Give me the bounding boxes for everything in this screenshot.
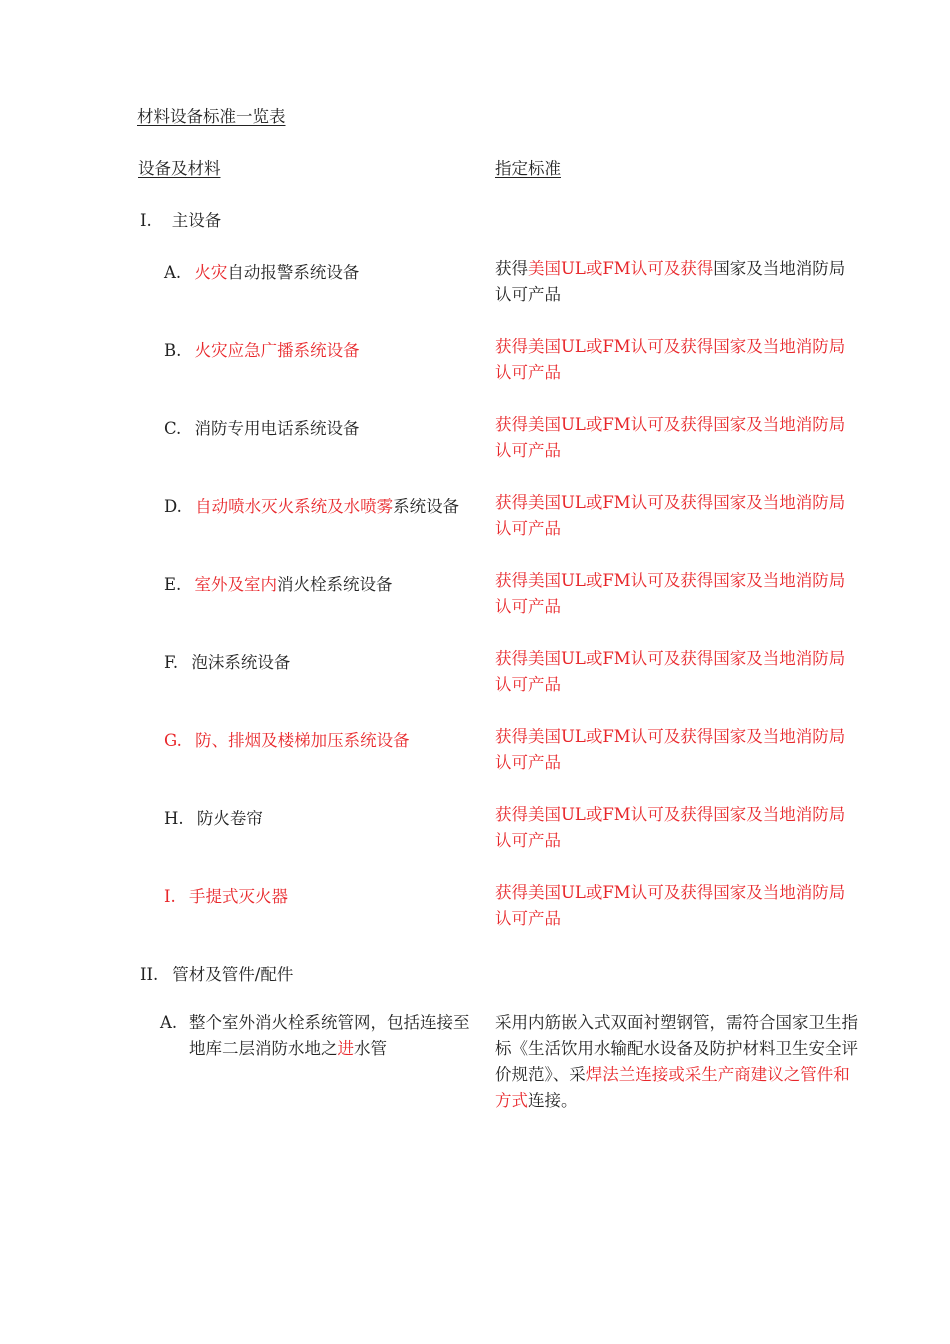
pipe-standard-highlight: 焊法兰连接或采生产商建议之管件和方式	[495, 1065, 850, 1110]
document-title: 材料设备标准一览表	[137, 107, 286, 126]
standard-text: 获得	[495, 259, 528, 278]
equipment-item-i	[164, 883, 288, 907]
standard-text: 国家及当地消防局认可产品	[495, 259, 846, 304]
item-name: 火灾应急广播系统设备	[194, 341, 360, 360]
equipment-item-d	[164, 493, 459, 517]
standard-item-c: 获得美国UL或FM认可及获得国家及当地消防局认可产品	[495, 415, 846, 460]
item-name: 防火卷帘	[196, 809, 263, 828]
item-name: 系统设备	[393, 497, 460, 516]
section-number: I.	[140, 211, 152, 230]
section-title: 管材及管件/配件	[172, 965, 294, 984]
equipment-item-c	[164, 415, 360, 439]
pipe-item-description	[189, 1010, 485, 1062]
item-letter: H.	[164, 809, 184, 828]
item-letter: F.	[164, 653, 179, 672]
item-letter: C.	[164, 419, 182, 438]
section-number: II.	[140, 965, 159, 984]
item-name: 手提式灭火器	[189, 887, 289, 906]
standard-item-d: 获得美国UL或FM认可及获得国家及当地消防局认可产品	[495, 493, 846, 538]
pipe-item-standard	[495, 1010, 860, 1114]
item-letter: G.	[164, 731, 182, 750]
pipe-description-text: 水管	[354, 1039, 387, 1058]
item-name: 防、排烟及楼梯加压系统设备	[195, 731, 410, 750]
pipe-item-letter: A.	[160, 1013, 178, 1032]
item-letter: I.	[164, 887, 176, 906]
equipment-item-b	[164, 337, 360, 361]
standard-item-e: 获得美国UL或FM认可及获得国家及当地消防局认可产品	[495, 571, 846, 616]
item-letter: D.	[164, 497, 182, 516]
item-letter: B.	[164, 341, 182, 360]
item-name-highlight: 火灾	[194, 263, 228, 282]
item-name: 消火栓系统设备	[277, 575, 393, 594]
standard-item-h: 获得美国UL或FM认可及获得国家及当地消防局认可产品	[495, 805, 846, 850]
equipment-item-a	[164, 259, 359, 283]
item-letter: A.	[164, 263, 182, 282]
column-header-standard: 指定标准	[495, 159, 561, 178]
standard-item-a	[495, 256, 860, 308]
item-name-highlight: 室外及室内	[194, 575, 278, 594]
equipment-item-e	[164, 571, 393, 595]
standard-text-highlight: 美国UL或FM认可及获得	[528, 259, 714, 278]
standard-item-g: 获得美国UL或FM认可及获得国家及当地消防局认可产品	[495, 727, 846, 772]
standard-item-i: 获得美国UL或FM认可及获得国家及当地消防局认可产品	[495, 883, 846, 928]
standard-item-b: 获得美国UL或FM认可及获得国家及当地消防局认可产品	[495, 337, 846, 382]
equipment-item-h	[164, 805, 263, 829]
section-heading-pipes	[140, 961, 293, 985]
equipment-item-f	[164, 649, 290, 673]
item-name: 消防专用电话系统设备	[194, 419, 360, 438]
pipe-description-highlight: 进	[337, 1039, 354, 1058]
item-letter: E.	[164, 575, 182, 594]
item-name: 自动报警系统设备	[227, 263, 360, 282]
item-name: 泡沫系统设备	[191, 653, 291, 672]
item-name-highlight: 自动喷水灭火系统及水喷雾	[195, 497, 394, 516]
section-title: 主设备	[171, 211, 222, 230]
pipe-standard-text: 采用内筋嵌入式双面衬塑钢管，需符合国家卫生指标《生活饮用水输配水设备及防护材料卫生安全评价规范》、采	[495, 1013, 858, 1084]
equipment-item-g	[164, 727, 410, 751]
standard-item-f: 获得美国UL或FM认可及获得国家及当地消防局认可产品	[495, 649, 846, 694]
section-heading-main-equipment	[140, 207, 221, 231]
pipe-standard-text: 连接。	[528, 1091, 578, 1110]
column-header-equipment: 设备及材料	[138, 159, 221, 178]
pipe-description-text: 整个室外消火栓系统管网，包括连接至地库二层消防水地之	[189, 1013, 470, 1058]
